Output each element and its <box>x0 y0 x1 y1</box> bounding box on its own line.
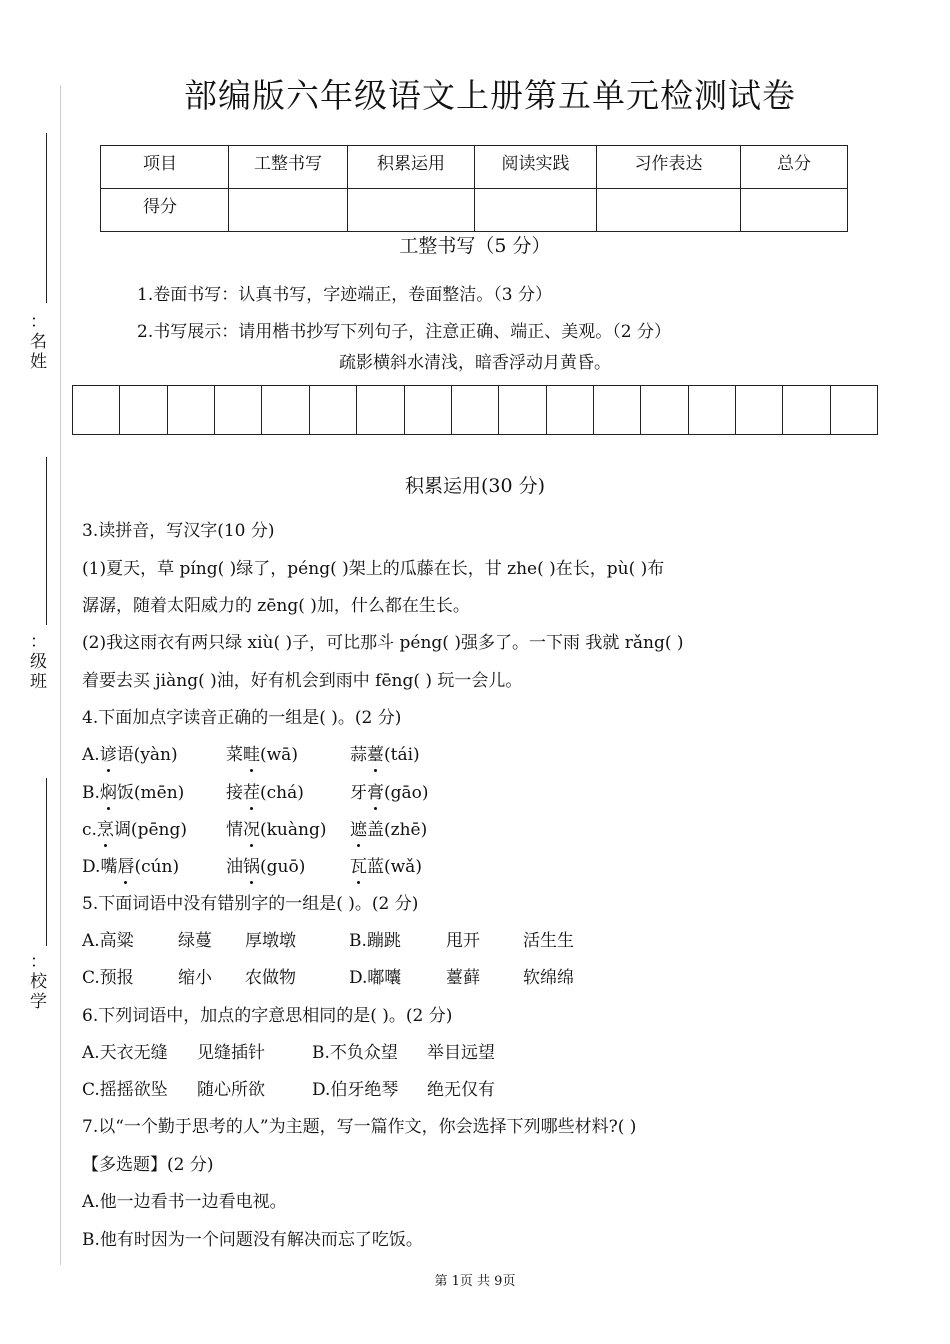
q6-option-c[interactable]: C.摇摇欲坠 <box>82 1080 168 1100</box>
q4-option-b-item2 <box>226 778 304 803</box>
grid-cell[interactable] <box>452 386 499 434</box>
binding-line <box>46 133 47 303</box>
school-label-char1: 校 <box>30 972 47 992</box>
grid-cell[interactable] <box>262 386 309 434</box>
grid-cell[interactable] <box>357 386 404 434</box>
class-label-char1: 级 <box>30 652 47 672</box>
option-letter: c. <box>82 820 97 840</box>
school-label-colon: ： <box>30 952 47 972</box>
option-text: 蓝(wǎ) <box>367 857 422 877</box>
binding-line <box>46 457 47 625</box>
q4-option-a-item2 <box>226 740 298 765</box>
page-number: 第 1页 共 9页 <box>434 1274 516 1289</box>
q4-option-b-item3 <box>350 778 429 803</box>
question-3-1-line1: (1)夏天，草 píng( )绿了，péng( )架上的瓜藤在长，甘 zhe( )在长，pù( )布 <box>82 559 665 579</box>
grid-cell[interactable] <box>831 386 877 434</box>
option-text: 蒜 <box>350 745 367 765</box>
dotted-char: 薹 <box>367 745 384 765</box>
q5-word: 薹藓 <box>446 968 480 988</box>
q6-option-d[interactable]: D.伯牙绝琴 <box>312 1080 399 1100</box>
score-header-total: 总分 <box>741 146 848 189</box>
option-text: (cún) <box>134 857 180 877</box>
option-text: (chá) <box>260 783 304 803</box>
question-3-2-line1: (2)我这雨衣有两只绿 xiù( )子，可比那斗 péng( )强多了。一下雨 我就 rǎng( ) <box>82 633 684 653</box>
grid-cell[interactable] <box>499 386 546 434</box>
option-letter: A. <box>82 745 100 765</box>
class-label-char2: 班 <box>30 672 47 692</box>
option-text: 盖(zhē) <box>367 820 428 840</box>
option-text: 调(pēng) <box>113 820 187 840</box>
section-heading-writing: 工整书写（5 分） <box>399 235 551 257</box>
option-letter: B. <box>82 783 100 803</box>
option-text: 饭(mēn) <box>116 783 185 803</box>
q5-option-b[interactable]: B.蹦跳 <box>349 931 401 951</box>
grid-cell[interactable] <box>594 386 641 434</box>
option-text: 牙 <box>350 783 367 803</box>
option-text: (tái) <box>384 745 420 765</box>
q6-option-b[interactable]: B.不负众望 <box>312 1043 398 1063</box>
grid-cell[interactable] <box>405 386 452 434</box>
q4-option-c-item3 <box>350 815 427 840</box>
q4-option-c[interactable] <box>82 815 187 840</box>
page-title: 部编版六年级语文上册第五单元检测试卷 <box>184 76 796 115</box>
q6-word: 绝无仅有 <box>427 1080 495 1100</box>
question-5: 5.下面词语中没有错别字的一组是( )。(2 分) <box>82 894 419 914</box>
q7-option-b[interactable]: B.他有时因为一个问题没有解决而忘了吃饭。 <box>82 1230 423 1250</box>
score-row-label: 得分 <box>101 189 229 232</box>
question-1: 1.卷面书写：认真书写，字迹端正，卷面整洁。（3 分） <box>137 285 552 305</box>
name-label-colon: ： <box>30 312 47 332</box>
name-label-char2: 姓 <box>30 352 47 372</box>
q5-word: 农做物 <box>245 968 296 988</box>
q6-word: 见缝插针 <box>197 1043 265 1063</box>
school-label-char2: 学 <box>30 992 47 1012</box>
grid-cell[interactable] <box>547 386 594 434</box>
question-2: 2.书写展示：请用楷书抄写下列句子，注意正确、端正、美观。（2 分） <box>137 322 671 342</box>
dotted-char: 焖 <box>99 783 117 803</box>
grid-cell[interactable] <box>310 386 357 434</box>
dotted-char: 谚 <box>99 745 117 765</box>
score-table-row <box>101 189 848 232</box>
grid-cell[interactable] <box>641 386 688 434</box>
q7-option-a[interactable]: A.他一边看书一边看电视。 <box>82 1192 287 1212</box>
score-table <box>100 145 848 232</box>
dotted-char: 遮 <box>350 820 367 840</box>
q6-word: 举目远望 <box>427 1043 495 1063</box>
q4-option-d[interactable] <box>82 852 179 877</box>
q4-option-d-item3 <box>350 852 422 877</box>
q6-word: 随心所欲 <box>197 1080 265 1100</box>
dotted-char: 烹 <box>96 820 114 840</box>
margin-border <box>60 85 61 1265</box>
class-label-colon: ： <box>30 632 47 652</box>
dotted-char: 畦 <box>243 745 260 765</box>
dotted-char: 锅 <box>243 857 260 877</box>
q5-word: 活生生 <box>523 931 574 951</box>
grid-cell[interactable] <box>689 386 736 434</box>
q5-option-d[interactable]: D.嘟囔 <box>349 968 402 988</box>
score-table-header-row <box>101 146 848 189</box>
option-text: (kuàng) <box>260 820 327 840</box>
q4-option-b[interactable] <box>82 778 184 803</box>
name-label-char1: 名 <box>30 332 47 352</box>
name-label <box>30 312 46 372</box>
q5-word: 甩开 <box>446 931 480 951</box>
q5-option-c[interactable]: C.预报 <box>82 968 134 988</box>
grid-cell[interactable] <box>736 386 783 434</box>
grid-cell[interactable] <box>215 386 262 434</box>
grid-cell[interactable] <box>73 386 120 434</box>
dotted-char: 瓦 <box>350 857 367 877</box>
q5-word: 绿蔓 <box>178 931 212 951</box>
q4-option-a[interactable] <box>82 740 178 765</box>
option-text: 情 <box>226 820 243 840</box>
score-cell[interactable] <box>348 189 475 232</box>
option-text: 语(yàn) <box>116 745 178 765</box>
question-3-1-line2: 潺潺，随着太阳威力的 zēng( )加，什么都在生长。 <box>82 596 470 616</box>
grid-cell[interactable] <box>168 386 215 434</box>
question-7-type: 【多选题】(2 分) <box>82 1155 214 1175</box>
q4-option-d-item2 <box>226 852 305 877</box>
question-3: 3.读拼音，写汉字(10 分) <box>82 521 275 541</box>
q4-option-c-item2 <box>226 815 326 840</box>
dotted-char: 茬 <box>243 783 260 803</box>
option-text: 菜 <box>226 745 243 765</box>
q5-option-a[interactable]: A.高粱 <box>82 931 134 951</box>
dotted-char: 唇 <box>117 857 135 877</box>
question-6: 6.下列词语中，加点的字意思相同的是( )。(2 分) <box>82 1006 453 1026</box>
score-header-writing: 工整书写 <box>229 146 348 189</box>
binding-line <box>46 778 47 946</box>
school-label <box>30 952 46 1012</box>
question-4: 4.下面加点字读音正确的一组是( )。(2 分) <box>82 708 402 728</box>
score-cell[interactable] <box>229 189 348 232</box>
dotted-char: 膏 <box>367 783 384 803</box>
section-heading-accumulation: 积累运用(30 分) <box>404 475 546 497</box>
q5-word: 厚墩墩 <box>245 931 296 951</box>
score-header-reading: 阅读实践 <box>475 146 597 189</box>
question-3-2-line2: 着要去买 jiàng( )油，好有机会到雨中 fēng( ) 玩一会儿。 <box>82 671 523 691</box>
class-label <box>30 632 46 692</box>
poem-line: 疏影横斜水清浅，暗香浮动月黄昏。 <box>339 353 611 373</box>
question-7: 7.以“一个勤于思考的人”为主题，写一篇作文，你会选择下列哪些材料?( ) <box>82 1117 637 1137</box>
option-text: 油 <box>226 857 243 877</box>
score-cell[interactable] <box>597 189 741 232</box>
grid-cell[interactable] <box>120 386 167 434</box>
q5-word: 缩小 <box>178 968 212 988</box>
grid-cell[interactable] <box>783 386 830 434</box>
q6-option-a[interactable]: A.天衣无缝 <box>82 1043 168 1063</box>
option-text: (gāo) <box>384 783 429 803</box>
q4-option-a-item3 <box>350 740 420 765</box>
option-text: (wā) <box>260 745 298 765</box>
dotted-char: 况 <box>243 820 260 840</box>
score-cell[interactable] <box>475 189 597 232</box>
option-text: 接 <box>226 783 243 803</box>
option-text: 嘴 <box>100 857 118 877</box>
writing-grid[interactable] <box>72 385 878 435</box>
score-cell[interactable] <box>741 189 848 232</box>
option-letter: D. <box>82 857 101 877</box>
score-header-composition: 习作表达 <box>597 146 741 189</box>
score-header-accumulation: 积累运用 <box>348 146 475 189</box>
score-header-item: 项目 <box>101 146 229 189</box>
option-text: (guō) <box>260 857 306 877</box>
q5-word: 软绵绵 <box>523 968 574 988</box>
